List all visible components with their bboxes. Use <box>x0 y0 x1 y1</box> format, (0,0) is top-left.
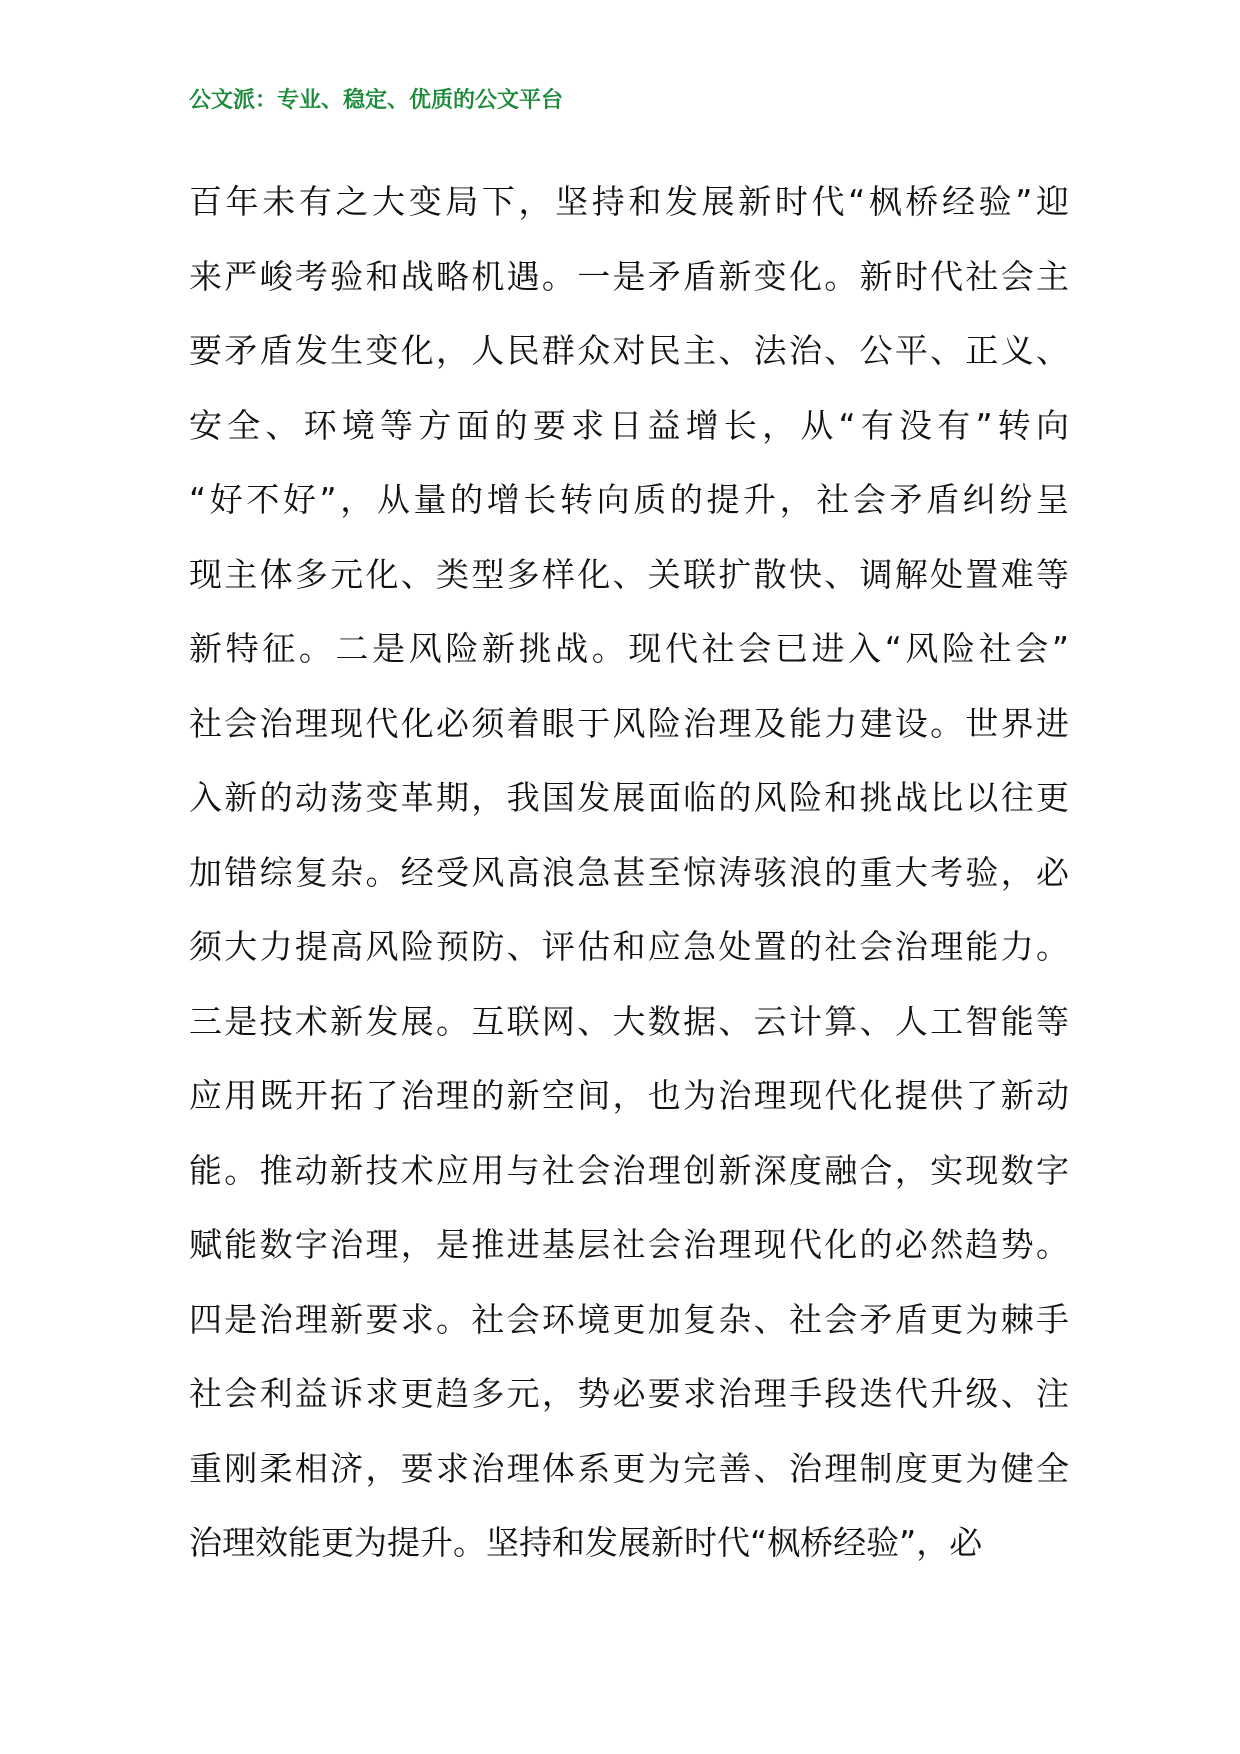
site-header-title: 公文派：专业、稳定、优质的公文平台 <box>189 88 564 113</box>
text-line: 四是治理新要求。社会环境更加复杂、社会矛盾更为棘手 <box>189 1299 1069 1339</box>
text-line: 社会治理现代化必须着眼于风险治理及能力建设。世界进 <box>189 703 1069 743</box>
text-line: “好不好”，从量的增长转向质的提升，社会矛盾纠纷呈 <box>189 480 1069 519</box>
text-line: 新特征。二是风险新挑战。现代社会已进入“风险社会” <box>189 629 1069 668</box>
text-line: 现主体多元化、类型多样化、关联扩散快、调解处置难等 <box>189 554 1069 594</box>
text-line: 安全、环境等方面的要求日益增长，从“有没有”转向 <box>189 405 1069 445</box>
text-line: 三是技术新发展。互联网、大数据、云计算、人工智能等 <box>189 1001 1069 1041</box>
text-line: 重刚柔相济，要求治理体系更为完善、治理制度更为健全 <box>189 1448 1069 1488</box>
text-line: 百年未有之大变局下，坚持和发展新时代“枫桥经验”迎 <box>189 182 1069 221</box>
text-line: 来严峻考验和战略机遇。一是矛盾新变化。新时代社会主 <box>189 256 1069 296</box>
text-line: 入新的动荡变革期，我国发展面临的风险和挑战比以往更 <box>189 778 1069 817</box>
text-line: 能。推动新技术应用与社会治理创新深度融合，实现数字 <box>189 1150 1069 1190</box>
text-line: 治理效能更为提升。坚持和发展新时代“枫桥经验”，必 <box>189 1523 983 1562</box>
text-line: 要矛盾发生变化，人民群众对民主、法治、公平、正义、 <box>189 331 1069 370</box>
text-line: 社会利益诉求更趋多元，势必要求治理手段迭代升级、注 <box>189 1374 1069 1413</box>
text-line: 应用既开拓了治理的新空间，也为治理现代化提供了新动 <box>189 1076 1069 1115</box>
text-line: 加错综复杂。经受风高浪急甚至惊涛骇浪的重大考验，必 <box>189 852 1069 892</box>
text-line: 须大力提高风险预防、评估和应急处置的社会治理能力。 <box>189 927 1069 966</box>
text-line: 赋能数字治理，是推进基层社会治理现代化的必然趋势。 <box>189 1225 1069 1264</box>
body-paragraph <box>189 165 1069 1581</box>
